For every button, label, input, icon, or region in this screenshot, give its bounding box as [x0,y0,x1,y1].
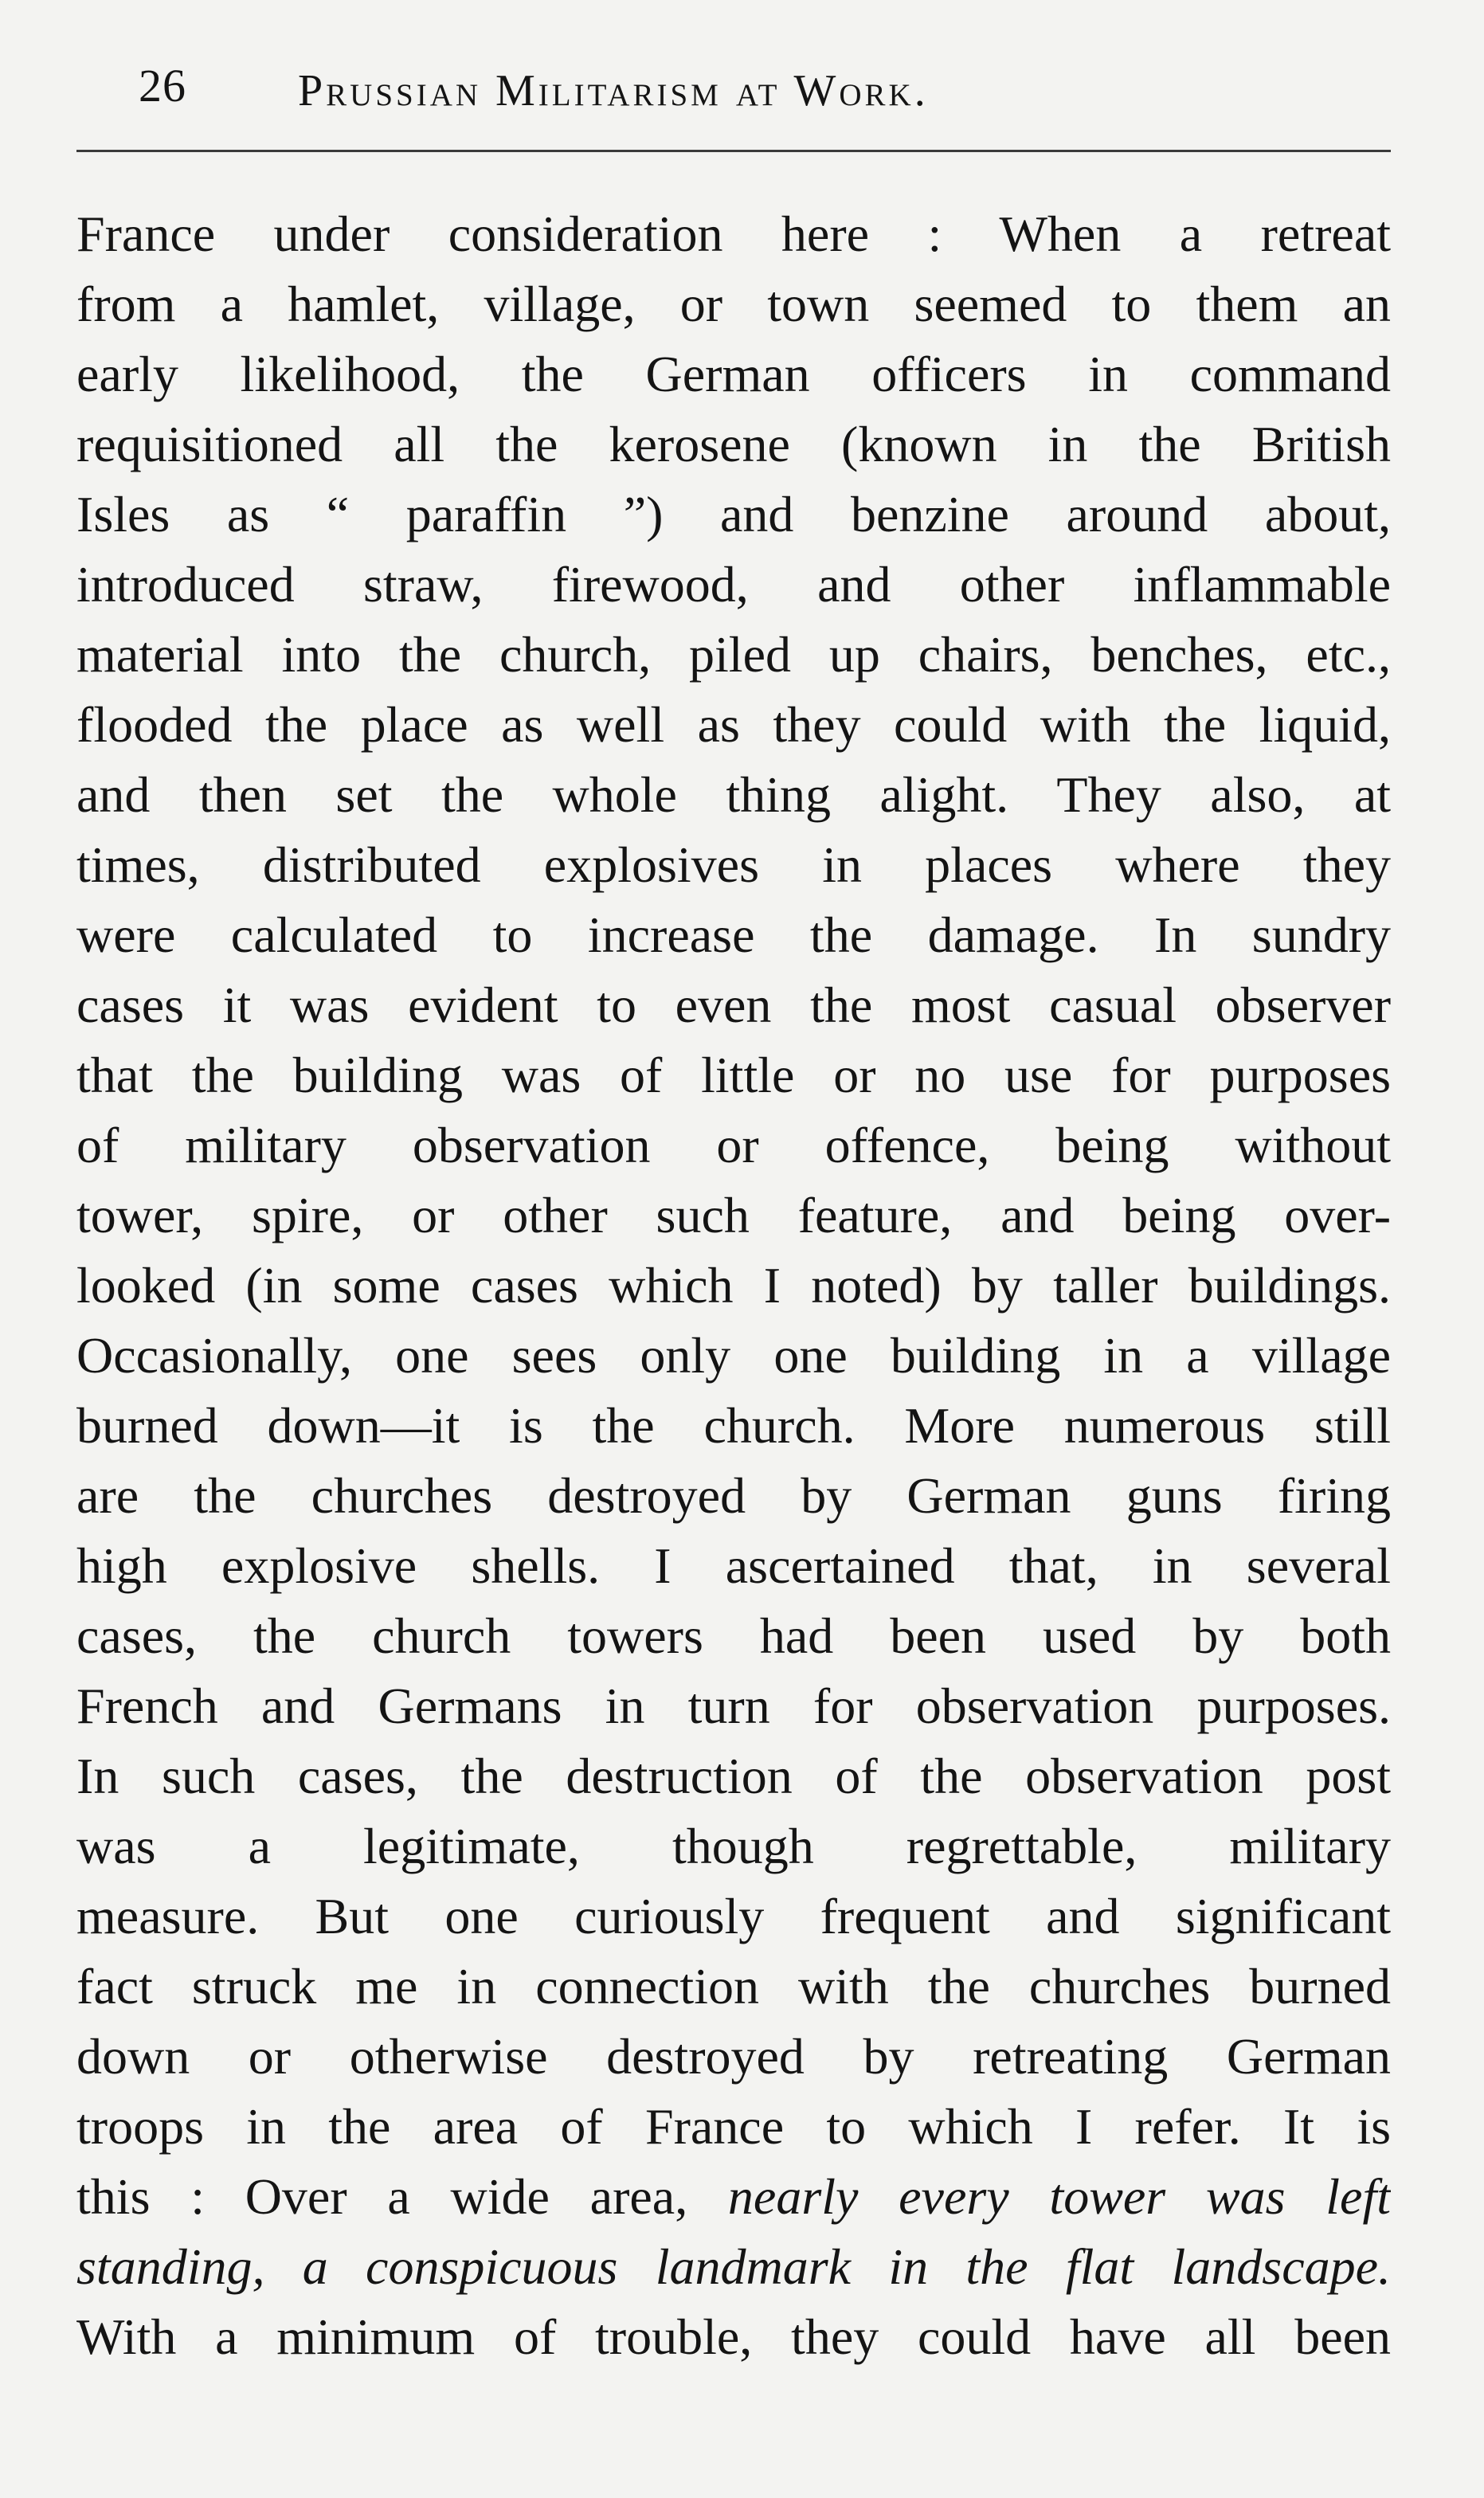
text-line: In such cases, the destruction of the observation post [76,1748,1391,1804]
text-line: French and Germans in turn for observation purposes. [76,1678,1391,1734]
text-line: burned down—it is the church. More numerous still [76,1397,1391,1454]
text-line: that the building was of little or no use for purposes [76,1047,1391,1103]
text-line: down or otherwise destroyed by retreating German [76,2028,1391,2085]
text-line: cases it was evident to even the most casual observer [76,977,1391,1033]
text-line: high explosive shells. I ascertained that, in several [76,1537,1391,1594]
text-line: cases, the church towers had been used by both [76,1607,1391,1664]
text-line: were calculated to increase the damage. In sundry [76,906,1391,963]
text-line: Occasionally, one sees only one building in a village [76,1327,1391,1384]
text-line-mixed [76,2232,1391,2302]
text-line: of military observation or offence, being without [76,1117,1391,1173]
page-number: 26 [139,60,186,112]
header-rule [76,150,1391,152]
text-line-mixed [76,2162,1391,2232]
italic-emphasis: standing, a conspicuous landmark in the flat landscape. [76,2238,1391,2295]
text-line: are the churches destroyed by German guns firing [76,1467,1391,1524]
text-line: and then set the whole thing alight. They also, at [76,766,1391,823]
text-line: from a hamlet, village, or town seemed to them an [76,276,1391,332]
text-line: looked (in some cases which I noted) by taller buildings. [76,1257,1391,1314]
running-title: Prussian Militarism at Work. [298,66,929,116]
body-text [76,199,1391,2372]
text-line: was a legitimate, though regrettable, military [76,1818,1391,1874]
text-line: measure. But one curiously frequent and significant [76,1888,1391,1944]
text-line: tower, spire, or other such feature, and being over- [76,1187,1391,1243]
text-line: introduced straw, firewood, and other inflammable [76,556,1391,613]
text-line: early likelihood, the German officers in command [76,346,1391,402]
text-line: times, distributed explosives in places where they [76,836,1391,893]
text-line: France under consideration here : When a retreat [76,206,1391,262]
text-line: material into the church, piled up chairs, benches, etc., [76,626,1391,683]
text-line: requisitioned all the kerosene (known in the British [76,416,1391,472]
running-head [76,46,1391,126]
text-line: flooded the place as well as they could with the liquid, [76,696,1391,753]
text-line: troops in the area of France to which I refer. It is [76,2098,1391,2155]
line-roman-part: this : Over a wide area, [76,2168,728,2225]
italic-emphasis: nearly every tower was left [727,2168,1391,2225]
text-line: Isles as “ paraffin ”) and benzine around about, [76,486,1391,542]
text-line-last: With a minimum of trouble, they could have all been [76,2308,1391,2365]
text-line: fact struck me in connection with the churches burned [76,1958,1391,2014]
